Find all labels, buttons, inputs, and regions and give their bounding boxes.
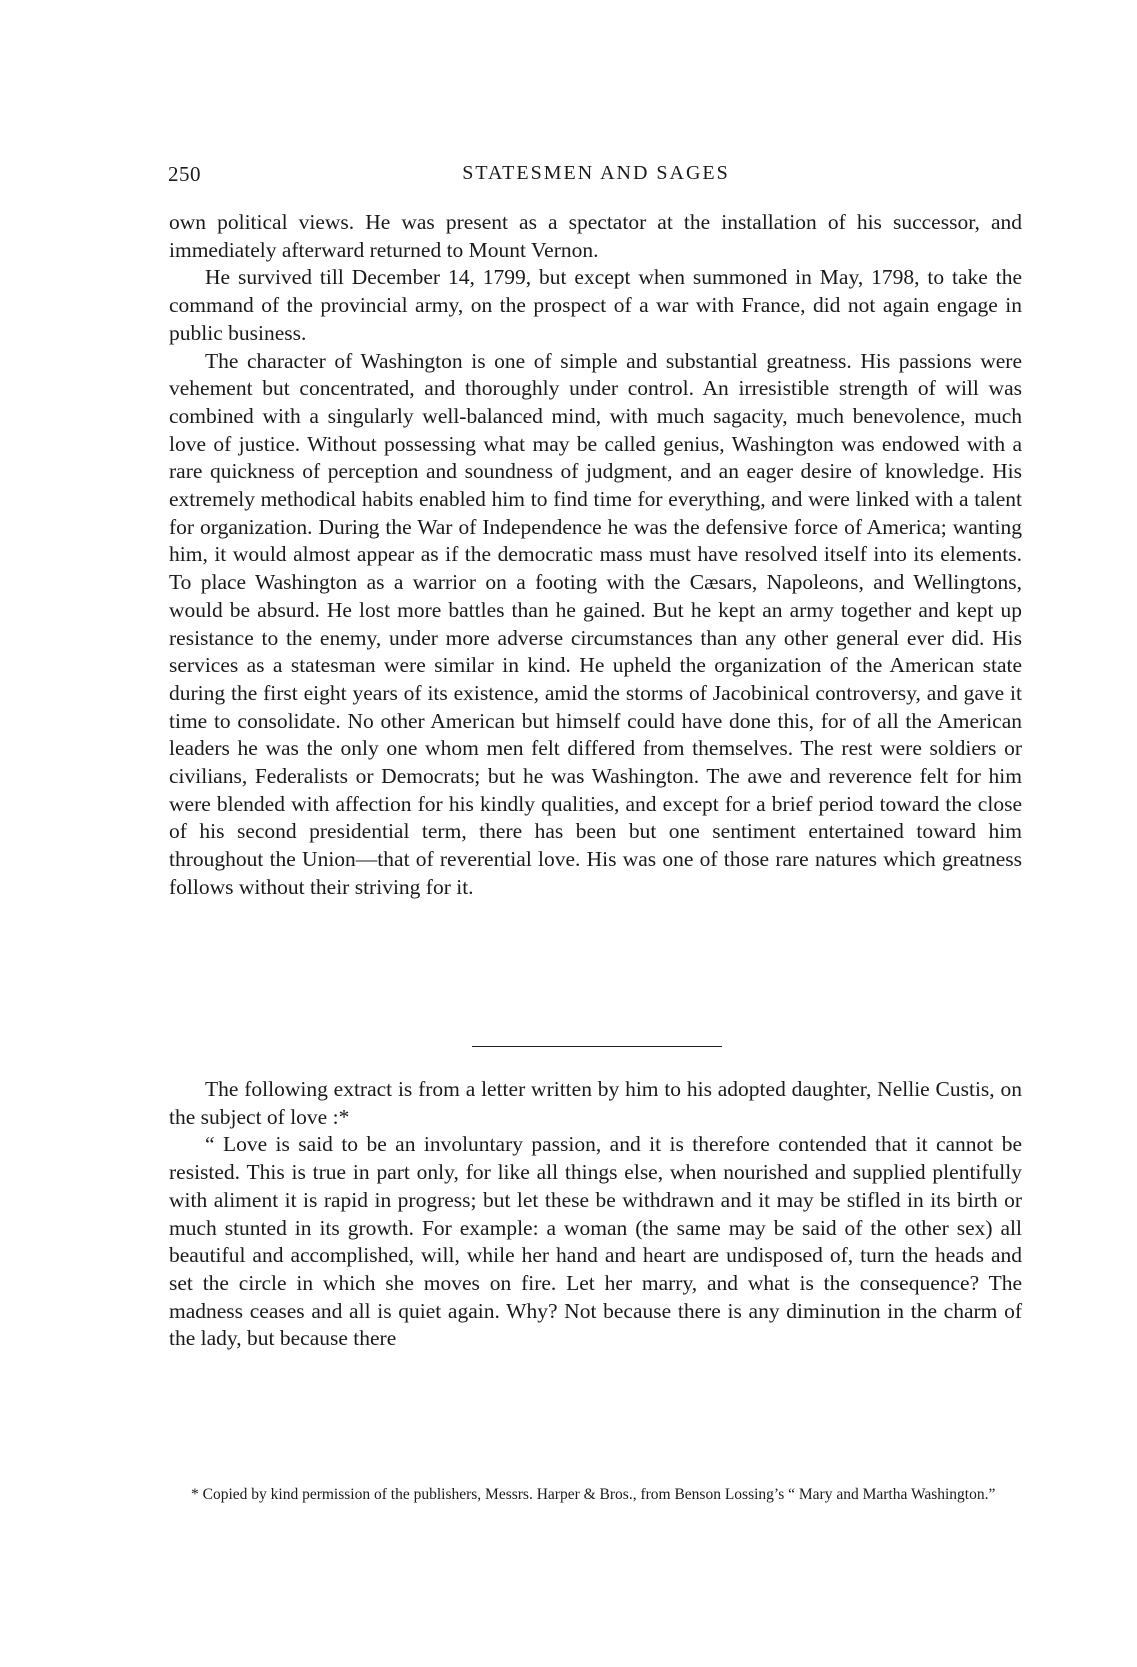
section-divider <box>472 1046 722 1047</box>
page-number: 250 <box>168 162 201 186</box>
footnote <box>169 1484 1022 1506</box>
letter-extract-section <box>169 1076 1022 1353</box>
paragraph-character: The character of Washington is one of simple and substantial greatness. His passions were vehement but concentrated, and thoroughly under control. An irresistible strength of will was combined with a singularly well-balanced mind, with much sagacity, much benevolence, much love of justice. Without possessing what may be called genius, Washington was endowed with a rare quickness of perception and soundness of judgment, and an eager desire of knowledge. His extremely methodical habits enabled him to find time for everything, and were linked with a talent for organization. During the War of Independence he was the defensive force of America; wanting him, it would almost appear as if the democratic mass must have resolved itself into its elements. To place Washington as a warrior on a footing with the Cæsars, Napoleons, and Wellingtons, would be absurd. He lost more battles than he gained. But he kept an army together and kept up resistance to the enemy, under more adverse circumstances than any other general ever did. His services as a statesman were similar in kind. He upheld the organization of the American state during the first eight years of its existence, amid the storms of Jacobinical controversy, and gave it time to consolidate. No other American but himself could have done this, for of all the American leaders he was the only one whom men felt differed from themselves. The rest were soldiers or civilians, Federalists or Democrats; but he was Washington. The awe and reverence felt for him were blended with affection for his kindly qualities, and except for a brief period toward the close of his second presidential term, there has been but one sentiment entertained toward him throughout the Union—that of reverential love. His was one of those rare natures which greatness follows without their striving for it. <box>169 348 1022 899</box>
paragraph-extract-intro: The following extract is from a letter written by him to his adopted daughter, Nellie Custis, on the subject of love :* <box>169 1077 1022 1129</box>
running-title: STATESMEN AND SAGES <box>462 162 730 184</box>
paragraph-death: He survived till December 14, 1799, but except when summoned in May, 1798, to take the command of the provincial army, on the prospect of a war with France, did not again engage in public business. <box>169 265 1022 345</box>
page-header <box>168 162 1024 190</box>
footnote-text: * Copied by kind permission of the publishers, Messrs. Harper & Bros., from Benson Lossing’s “ Mary and Martha Washington.” <box>191 1486 996 1503</box>
paragraph-continuation: own political views. He was present as a spectator at the installation of his successor, and immediately afterward returned to Mount Vernon. <box>169 210 1022 262</box>
main-text-section <box>169 209 1022 902</box>
paragraph-letter-quote: “ Love is said to be an involuntary passion, and it is therefore contended that it cannot be resisted. This is true in part only, for like all things else, when nourished and supplied plentifully with aliment it is rapid in progress; but let these be withdrawn and it may be stifled in its birth or much stunted in its growth. For example: a woman (the same may be said of the other sex) all beautiful and accomplished, will, while her hand and heart are undisposed of, turn the heads and set the circle in which she moves on fire. Let her marry, and what is the consequence? The madness ceases and all is quiet again. Why? Not because there is any diminution in the charm of the lady, but because there <box>169 1132 1022 1351</box>
